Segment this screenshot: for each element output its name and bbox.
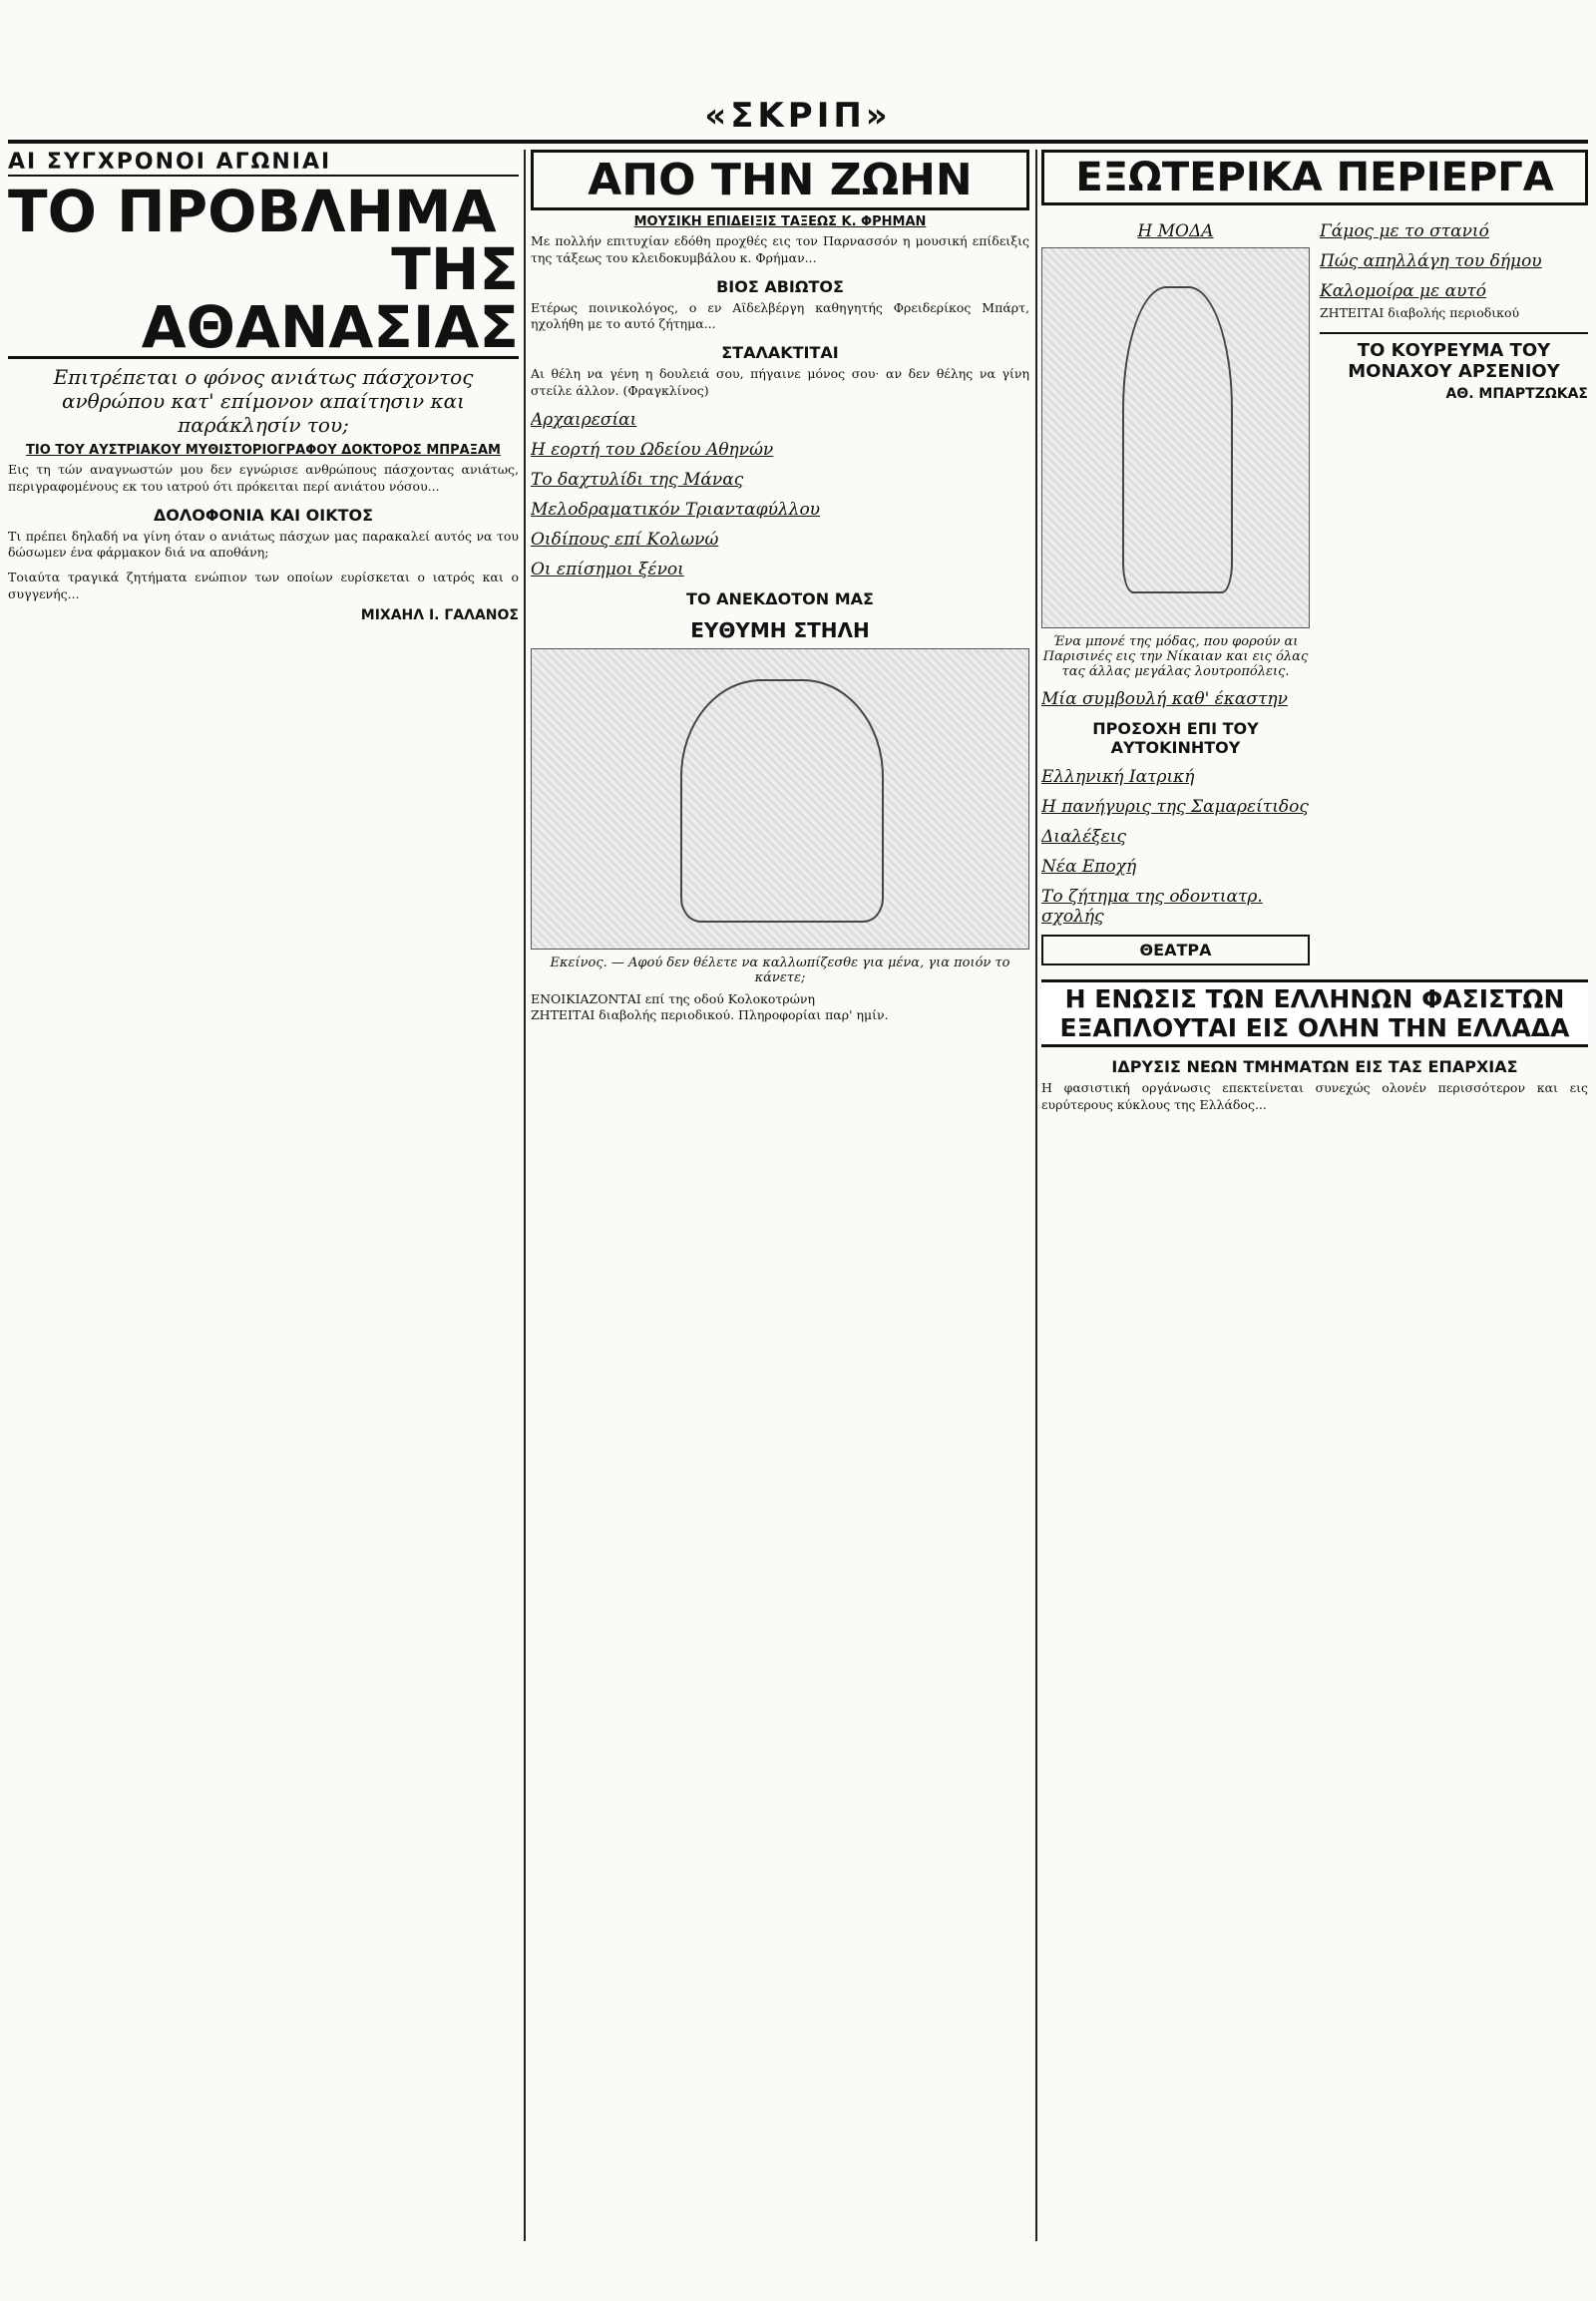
fascists-banner xyxy=(1041,979,1588,1047)
paragraph: Τοιαύτα τραγικά ζητήματα ενώπιον των οποίων ευρίσκεται ο ιατρός και ο συγγενής... xyxy=(8,570,519,601)
classified-ad: ΖΗΤΕΙΤΑΙ διαβολής περιοδικού. Πληροφορίαι παρ' ημίν. xyxy=(531,1007,889,1023)
kicker: ΑΙ ΣΥΓΧΡΟΝΟΙ ΑΓΩΝΙΑΙ xyxy=(8,150,519,177)
section-heading: ΠΡΟΣΟΧΗ ΕΠΙ ΤΟΥ ΑΥΤΟΚΙΝΗΤΟΥ xyxy=(1092,719,1259,757)
item-title: Το ζήτημα της οδοντιατρ. σχολής xyxy=(1041,887,1263,927)
byline: ΤΙΟ ΤΟΥ ΑΥΣΤΡΙΑΚΟΥ ΜΥΘΙΣΤΟΡΙΟΓΡΑΦΟΥ ΔΟΚΤΟΡΟΣ ΜΠΡΑΞΑΜ xyxy=(26,443,501,458)
paragraph: Τι πρέπει δηλαδή να γίνη όταν ο ανιάτως πάσχων μας παρακαλεί αυτός να του δώσωμεν ένα φάρμακον διά να αποθάνη; xyxy=(8,528,519,561)
two-col-area xyxy=(1041,211,1588,969)
column-right xyxy=(1041,150,1588,2241)
signature: ΜΙΧΑΗΛ Ι. ΓΑΛΑΝΟΣ xyxy=(360,606,519,623)
section-heading: Η ΜΟΔΑ xyxy=(1137,221,1214,241)
section-heading: ΕΥΘΥΜΗ ΣΤΗΛΗ xyxy=(690,617,870,642)
fashion-illustration xyxy=(1041,247,1310,628)
section-heading: ΤΟ ΚΟΥΡΕΥΜΑ ΤΟΥ ΜΟΝΑΧΟΥ ΑΡΣΕΝΙΟΥ xyxy=(1320,332,1588,382)
section-heading: ΒΙΟΣ ΑΒΙΩΤΟΣ xyxy=(716,276,844,296)
column-middle xyxy=(531,150,1029,2241)
item-title: Η πανήγυρις της Σαμαρείτιδος xyxy=(1041,797,1309,817)
section-heading: ΣΤΑΛΑΚΤΙΤΑΙ xyxy=(721,343,839,362)
banner-headline: ΕΞΑΠΛΟΥΤΑΙ ΕΙΣ ΟΛΗΝ ΤΗΝ ΕΛΛΑΔΑ xyxy=(1059,1013,1570,1042)
paragraph: Με πολλήν επιτυχίαν εδόθη προχθές εις τον Παρνασσόν η μουσική επίδειξις της τάξεως του κλειδοκυμβάλου κ. Φρήμαν... xyxy=(531,233,1029,265)
fashion-column xyxy=(1041,211,1310,969)
section-heading: ΤΟ ΑΝΕΚΔΟΤΟΝ ΜΑΣ xyxy=(686,588,874,608)
item-title: Το δαχτυλίδι της Μάνας xyxy=(531,469,744,490)
caption: Εκείνος. — Αφού δεν θέλετε να καλλωπίζεσθε για μένα, για ποιόν το κάνετε; xyxy=(550,955,1010,985)
item-title: Μελοδραματικόν Τριανταφύλλου xyxy=(531,499,821,520)
paragraph: Εις τη τών αναγνωστών μου δεν εγνώρισε ανθρώπους πάσχοντας ανιάτως, περιγραφομένους εκ του ιατρού ότι πρόκειται περί ανιάτου νόσου... xyxy=(8,462,519,494)
theatre-box: ΘΕΑΤΡΑ xyxy=(1041,935,1310,965)
byline: ΜΟΥΣΙΚΗ ΕΠΙΔΕΙΞΙΣ ΤΑΞΕΩΣ Κ. ΦΡΗΜΑΝ xyxy=(633,214,927,229)
item-title: Οιδίπους επί Κολωνώ xyxy=(531,529,719,550)
headline-line-2: ΤΗΣ ΑΘΑΝΑΣΙΑΣ xyxy=(8,240,519,359)
signature: ΑΘ. ΜΠΑΡΤΖΩΚΑΣ xyxy=(1445,385,1588,402)
item-title: Η εορτή του Ωδείου Αθηνών xyxy=(531,439,774,460)
column-rule xyxy=(524,150,526,2241)
column-rule xyxy=(1035,150,1037,2241)
item-title: Αρχαιρεσίαι xyxy=(531,409,637,430)
subheadline: Επιτρέπεται ο φόνος ανιάτως πάσχοντος ανθρώπου κατ' επίμονον απαίτησιν και παράκλησίν του; xyxy=(53,365,474,437)
classified-ad: ΖΗΤΕΙΤΑΙ διαβολής περιοδικού xyxy=(1320,305,1520,320)
item-title: Καλομοίρα με αυτό xyxy=(1320,281,1487,301)
item-title: Γάμος με το στανιό xyxy=(1320,221,1489,241)
paragraph: Ετέρως ποινικολόγος, ο εν Αϊδελβέργη καθηγητής Φρειδερίκος Μπάρτ, ηχολήθη με το αυτό ζήτημα... xyxy=(531,299,1029,332)
caption: Ένα μπονέ της μόδας, που φορούν αι Παρισινές εις την Νίκαιαν και εις όλας τας άλλας μεγάλας λουτροπόλεις. xyxy=(1042,634,1309,679)
headline: ΑΠΟ ΤΗΝ ΖΩΗΝ xyxy=(531,150,1029,210)
paragraph: Η φασιστική οργάνωσις επεκτείνεται συνεχώς ολονέν περισσότερον και εις ευρύτερους κύκλους της Ελλάδος... xyxy=(1041,1080,1588,1112)
item-title: Πώς απηλλάγη του δήμου xyxy=(1320,251,1542,271)
section-heading: ΔΟΛΟΦΟΝΙΑ ΚΑΙ ΟΙΚΤΟΣ xyxy=(153,505,374,525)
item-title: Διαλέξεις xyxy=(1041,827,1126,847)
item-title: Μία συμβουλή καθ' έκαστην xyxy=(1041,689,1288,709)
item-title: Νέα Εποχή xyxy=(1041,857,1137,877)
item-title: Ελληνική Ιατρική xyxy=(1041,767,1195,787)
masthead: «ΣΚΡΙΠ» xyxy=(704,96,892,136)
cartoon-illustration xyxy=(531,648,1029,950)
banner-subheadline: ΙΔΡΥΣΙΣ ΝΕΩΝ ΤΜΗΜΑΤΩΝ ΕΙΣ ΤΑΣ ΕΠΑΡΧΙΑΣ xyxy=(1111,1057,1518,1076)
paragraph: Αι θέλη να γένη η δουλειά σου, πήγαινε μόνος σου· αν δεν θέλης να γίνη στείλε άλλον. (Φραγκλίνος) xyxy=(531,366,1029,398)
top-rule xyxy=(8,140,1588,144)
headline-line-1: ΤΟ ΠΡΟΒΛΗΜΑ xyxy=(8,178,497,245)
item-title: Οι επίσημοι ξένοι xyxy=(531,559,684,579)
curiosities-column xyxy=(1320,211,1588,969)
banner-headline: Η ΕΝΩΣΙΣ ΤΩΝ ΕΛΛΗΝΩΝ ΦΑΣΙΣΤΩΝ xyxy=(1064,984,1565,1013)
column-left xyxy=(8,150,519,2241)
headline: ΕΞΩΤΕΡΙΚΑ ΠΕΡΙΕΡΓΑ xyxy=(1041,150,1588,205)
classified-ad: ΕΝΟΙΚΙΑΖΟΝΤΑΙ επί της οδού Κολοκοτρώνη xyxy=(531,990,815,1006)
